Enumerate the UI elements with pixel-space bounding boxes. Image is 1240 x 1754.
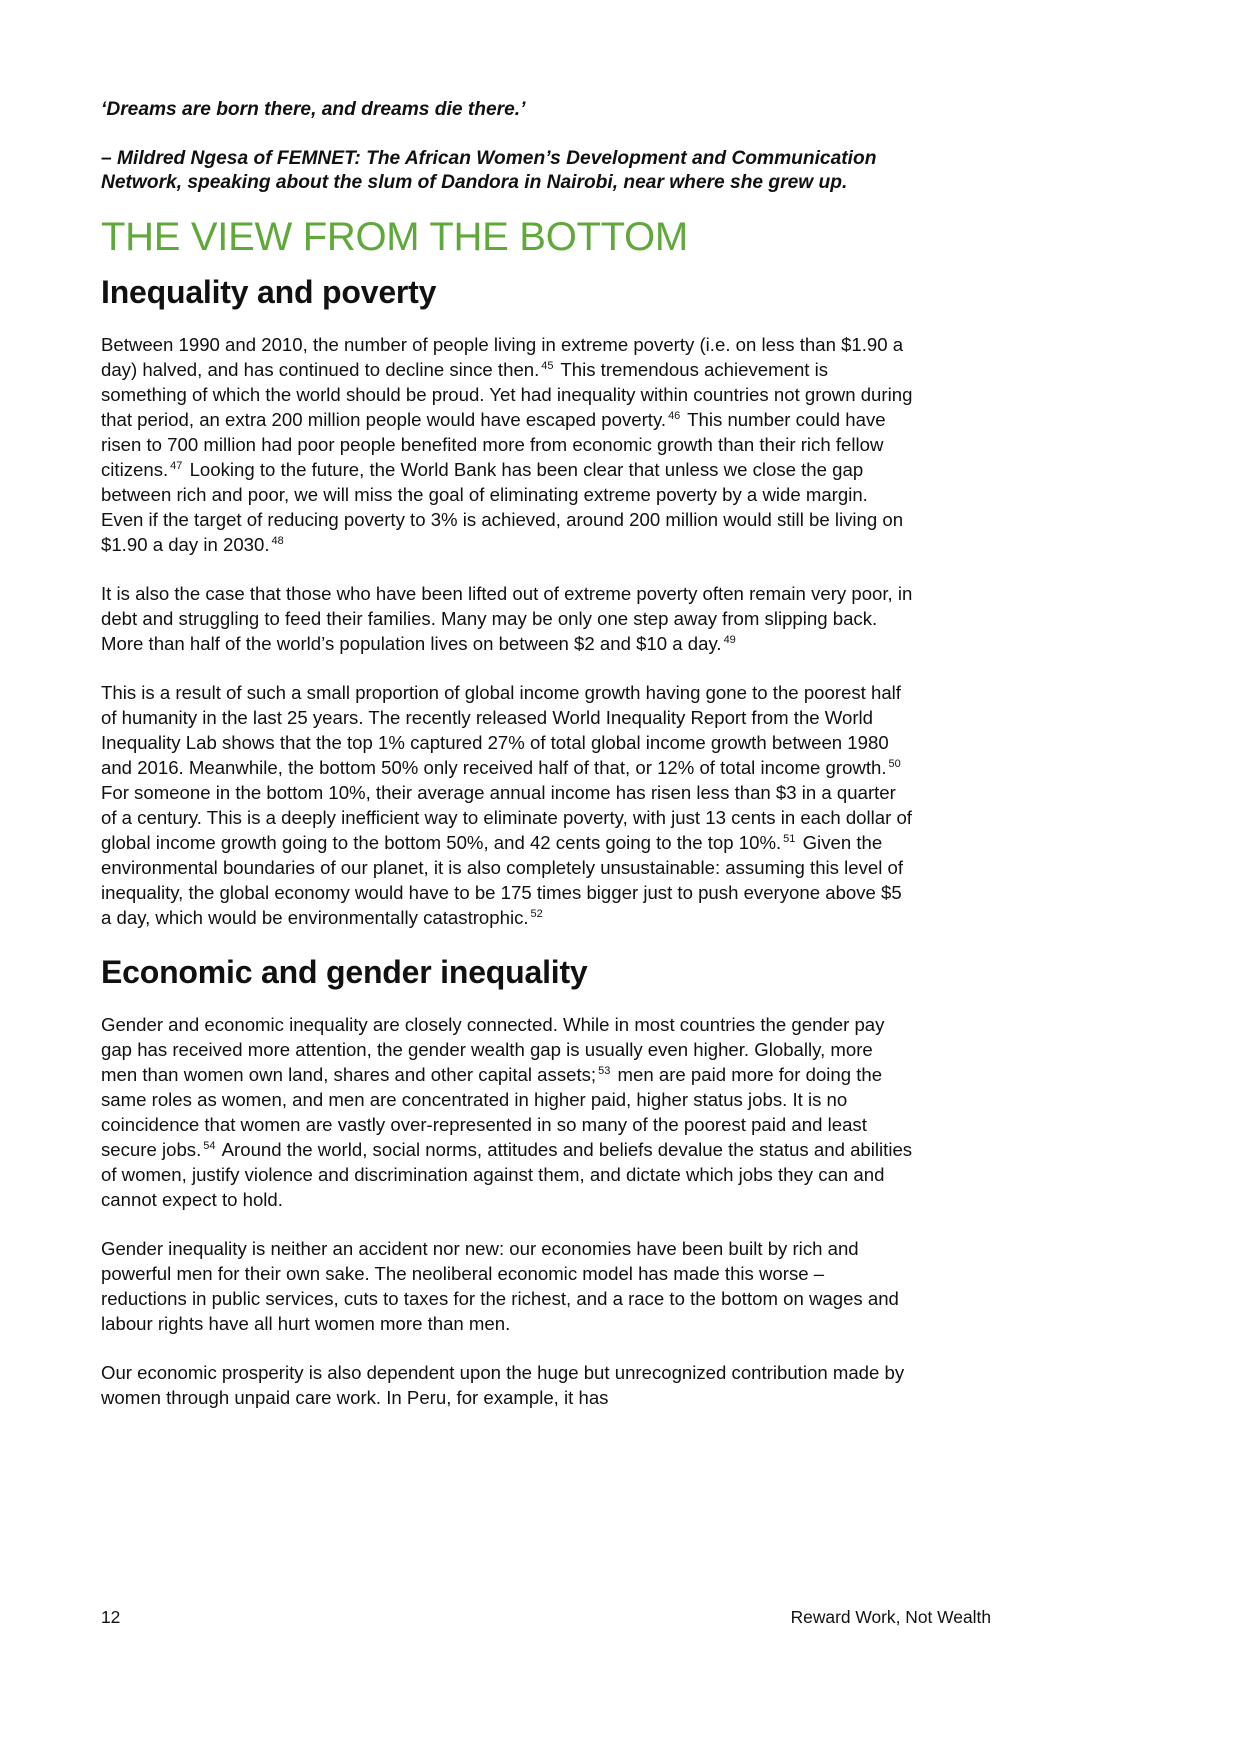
subheading-economic-gender: Economic and gender inequality — [101, 953, 588, 990]
paragraph: Our economic prosperity is also dependent upon the huge but unrecognized contribution made by women through unpaid care work. In Peru, for example, it has — [101, 1361, 905, 1408]
subheading-inequality-poverty: Inequality and poverty — [101, 273, 437, 310]
section-title: THE VIEW FROM THE BOTTOM — [101, 214, 688, 259]
page-body — [101, 98, 913, 1410]
footnote-ref: 45 — [541, 359, 554, 372]
report-title: Reward Work, Not Wealth — [790, 1607, 991, 1627]
footnote-ref: 54 — [203, 1139, 216, 1152]
footnote-ref: 52 — [530, 907, 543, 920]
paragraph: Gender inequality is neither an accident nor new: our economies have been built by rich and powerful men for their own sake. The neoliberal economic model has made this worse – reductions in public services, cuts to taxes for the richest, and a race to the bottom on wages and labour rights have all hurt women more than men. — [101, 1237, 899, 1334]
paragraph: Gender and economic inequality are closely connected. While in most countries the gender pay gap has received more attention, the gender wealth gap is usually even higher. Globally, more men than women own land, shares and other capital assets; $^{53}$ men are paid more for doing the same roles as women, and men are concentrated in higher paid, higher status jobs. It is no coincidence that women are vastly over-represented in so many of the poorest paid and least secure jobs. $^{54}$ Around the world, social norms, attitudes and beliefs devalue the status and abilities of women, justify violence and discrimination against them, and dictate which jobs they can and cannot expect to hold. — [101, 1013, 913, 1210]
epigraph-attribution: – Mildred Ngesa of FEMNET: The African Women’s Development and Communication Network, speaking about the slum of Dandora in Nairobi, near where she grew up. — [101, 147, 877, 193]
footnote-ref: 46 — [668, 409, 681, 422]
footnote-ref: 47 — [170, 459, 183, 472]
paragraph: This is a result of such a small proportion of global income growth having gone to the poorest half of humanity in the last 25 years. The recently released World Inequality Report from the World Inequality Lab shows that the top 1% captured 27% of total global income growth between 1980 and 2016. Meanwhile, the bottom 50% only received half of that, or 12% of total income growth. $^{50}$ For someone in the bottom 10%, their average annual income has risen less than $3 in a quarter of a century. This is a deeply inefficient way to eliminate poverty, with just 13 cents in each dollar of global income growth going to the bottom 50%, and 42 cents going to the top 10%. $^{51}$ Given the environmental boundaries of our planet, it is also completely unsustainable: assuming this level of inequality, the global economy would have to be 175 times bigger just to push everyone above $5 a day, which would be environmentally catastrophic. $^{52}$ — [101, 681, 912, 928]
footnote-ref: 51 — [783, 832, 796, 845]
epigraph-quote: ‘Dreams are born there, and dreams die there.’ — [101, 99, 526, 120]
paragraph: It is also the case that those who have been lifted out of extreme poverty often remain very poor, in debt and struggling to feed their families. Many may be only one step away from slipping back. More than half of the world’s population lives on between $2 and $10 a day. $^{49}$ — [101, 582, 913, 654]
footnote-ref: 48 — [271, 534, 284, 547]
footnote-ref: 49 — [723, 633, 736, 646]
paragraph: Between 1990 and 2010, the number of people living in extreme poverty (i.e. on less than $1.90 a day) halved, and has continued to decline since then. $^{45}$ This tremendous achievement is something of which the world should be proud. Yet had inequality within countries not grown during that period, an extra 200 million people would have escaped poverty. $^{46}$ This number could have risen to 700 million had poor people benefited more from economic growth than their rich fellow citizens. $^{47}$ Looking to the future, the World Bank has been clear that unless we close the gap between rich and poor, we will miss the goal of eliminating extreme poverty by a wide margin. Even if the target of reducing poverty to 3% is achieved, around 200 million would still be living on $1.90 a day in 2030. $^{48}$ — [101, 333, 913, 555]
footnote-ref: 50 — [888, 757, 901, 770]
page-number: 12 — [101, 1607, 121, 1627]
footnote-ref: 53 — [598, 1064, 611, 1077]
